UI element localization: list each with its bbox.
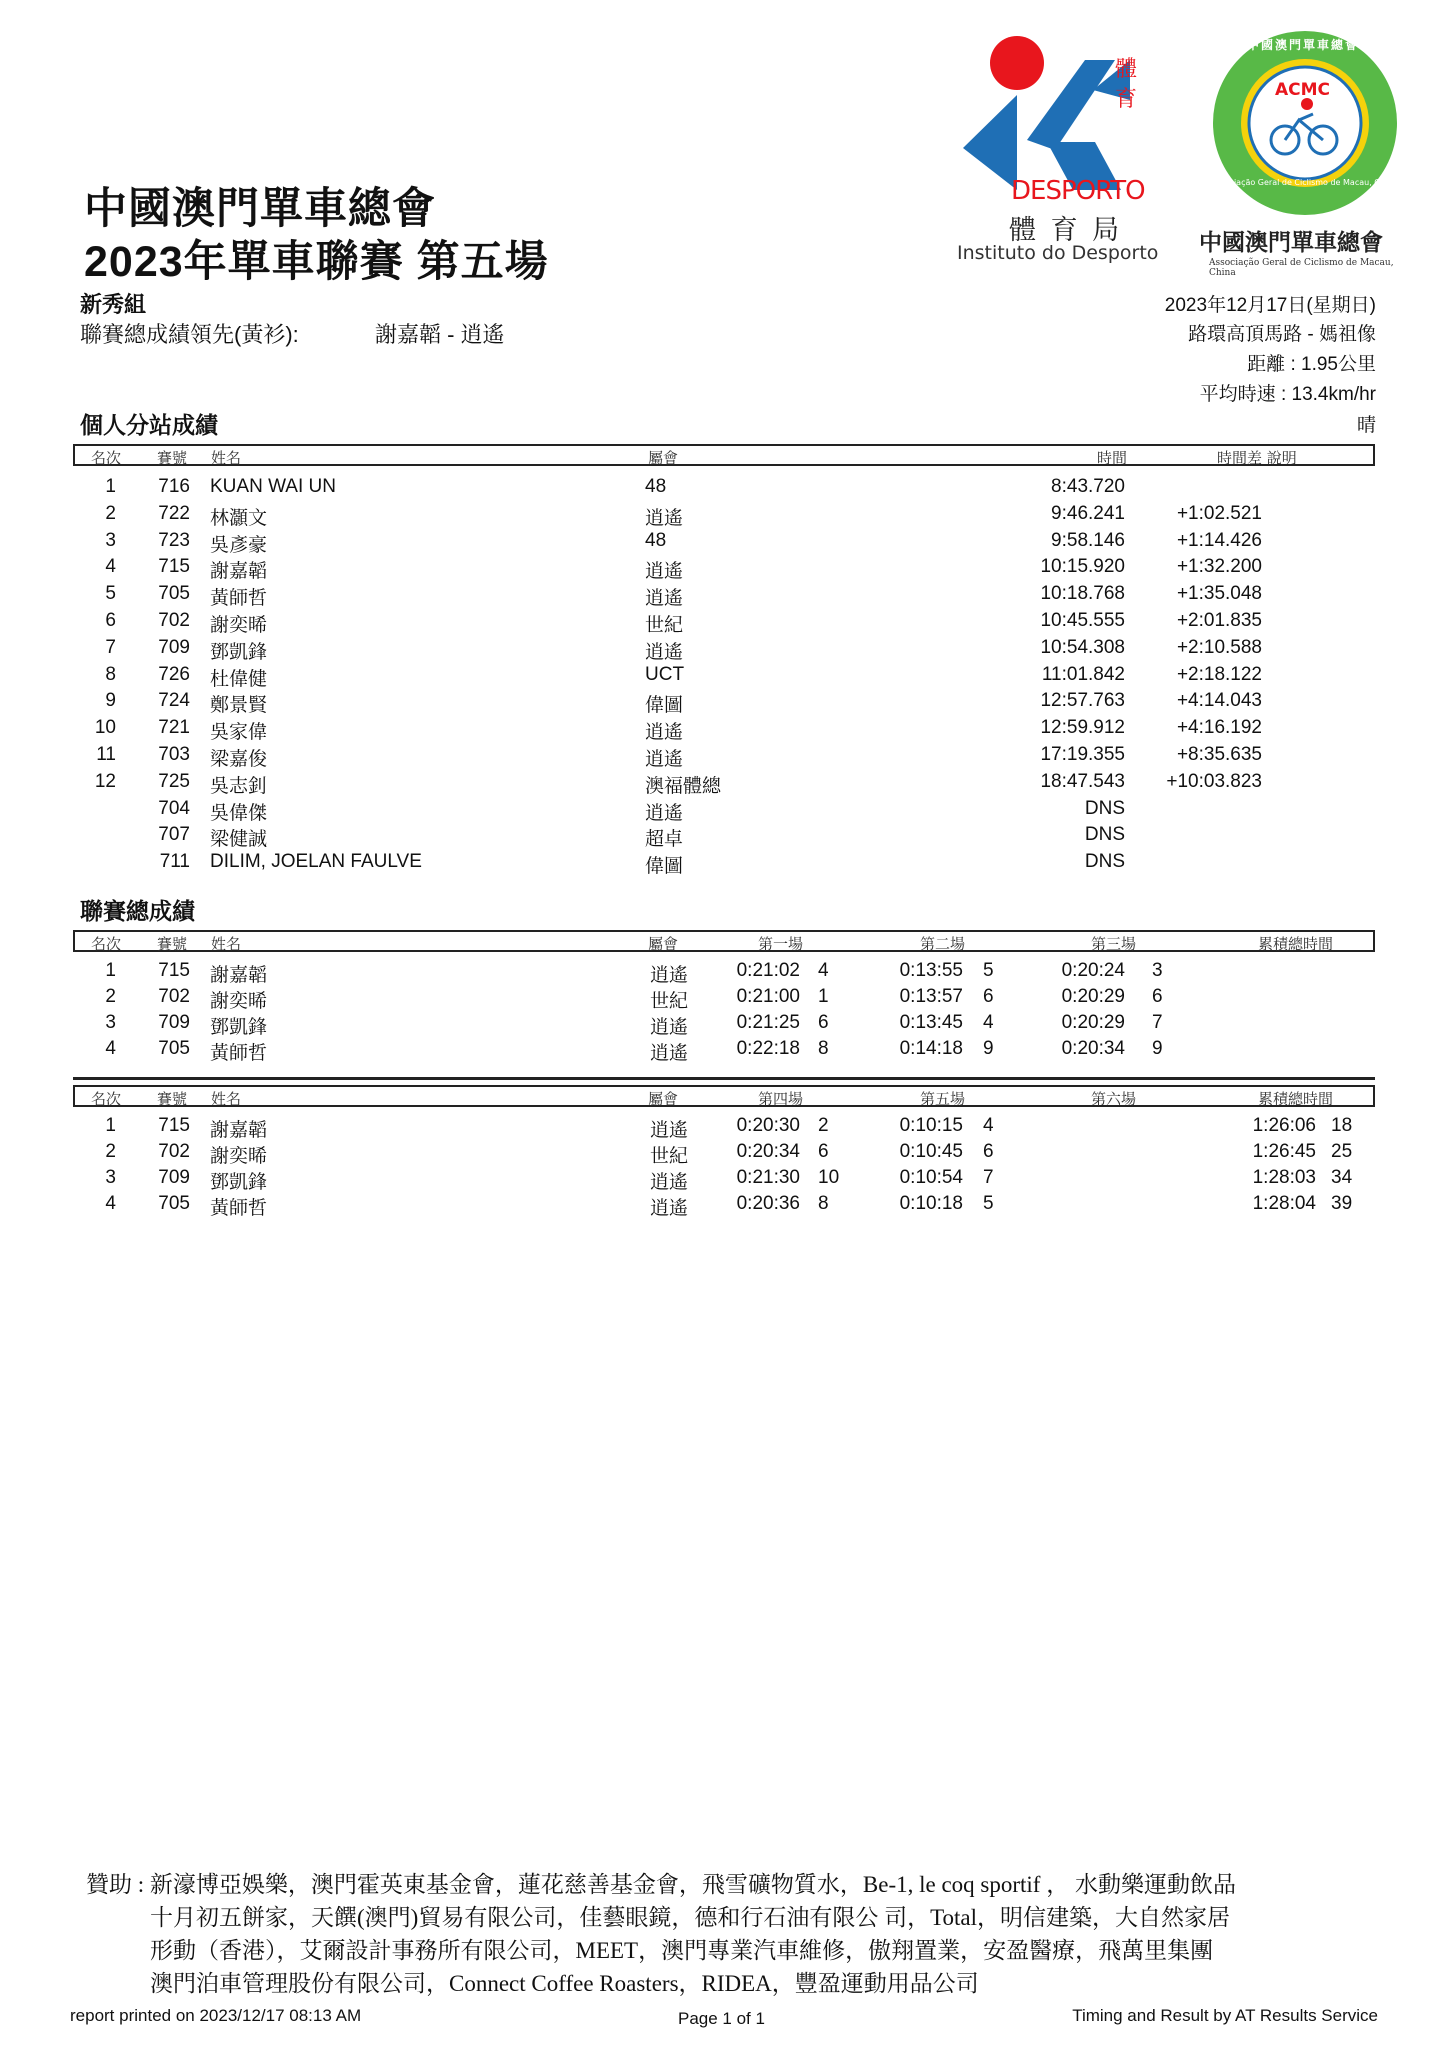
cell-club: 48 xyxy=(645,529,667,551)
table-row xyxy=(0,1167,1448,1194)
col-club: 屬會 xyxy=(648,935,679,953)
cell-rank: 4 xyxy=(105,556,116,578)
cell-name: KUAN WAI UN xyxy=(210,476,336,497)
cell-bib: 721 xyxy=(158,717,190,739)
cell-time: 9:46.241 xyxy=(1051,502,1125,524)
cell-name: 黃師哲 xyxy=(210,1198,268,1219)
col-round-1: 第一場 xyxy=(758,935,804,953)
cell-name: 謝嘉韜 xyxy=(210,1120,268,1141)
table-row xyxy=(0,610,1448,637)
col-bib: 賽號 xyxy=(157,449,188,467)
league-divider xyxy=(73,1077,1375,1080)
col-gap: 時間差 說明 xyxy=(1217,449,1297,467)
table-row xyxy=(0,476,1448,503)
cell-rank: 1 xyxy=(105,1115,116,1136)
cell-total: 1:28:04 xyxy=(1252,1193,1316,1214)
cell-bib: 702 xyxy=(158,610,190,631)
cell-t4: 0:20:30 xyxy=(736,1115,800,1136)
table-row xyxy=(0,824,1448,851)
cell-time: 10:45.555 xyxy=(1040,610,1125,631)
footer-page: Page 1 of 1 xyxy=(678,2009,765,2028)
cell-bib: 709 xyxy=(158,1012,190,1033)
cell-bib: 703 xyxy=(158,744,190,765)
col-round-6: 第六場 xyxy=(1091,1090,1137,1108)
col-rank: 名次 xyxy=(91,1090,122,1108)
stage-section-title: 個人分站成績 xyxy=(80,412,218,438)
cell-rank: 3 xyxy=(105,529,116,551)
cell-club: 逍遙 xyxy=(650,1043,689,1064)
cell-bib: 705 xyxy=(158,1038,190,1059)
footer-printed: report printed on 2023/12/17 08:13 AM xyxy=(70,2006,362,2025)
cell-name: 鄧凱鋒 xyxy=(210,641,268,663)
cell-club: 偉圖 xyxy=(645,695,684,717)
col-name: 姓名 xyxy=(211,449,242,467)
cell-p3: 3 xyxy=(1152,960,1163,981)
col-total: 累積總時間 xyxy=(1258,935,1334,953)
cell-club: 世紀 xyxy=(650,991,689,1012)
cell-rank: 12 xyxy=(94,770,116,792)
cell-p1: 1 xyxy=(818,986,829,1007)
cell-rank: 1 xyxy=(105,476,116,497)
cell-time: 17:19.355 xyxy=(1040,744,1125,765)
cell-bib: 725 xyxy=(158,770,190,792)
table-row xyxy=(0,1193,1448,1220)
cell-p2: 4 xyxy=(983,1012,994,1033)
cell-time: 10:18.768 xyxy=(1040,583,1125,605)
col-club: 屬會 xyxy=(648,449,679,467)
col-bib: 賽號 xyxy=(157,1090,188,1108)
cell-p4: 2 xyxy=(818,1115,829,1136)
league-table-header-1 xyxy=(73,930,1375,952)
org-title: 中國澳門單車總會 xyxy=(84,185,436,233)
desporto-char-2: 育 xyxy=(1115,87,1138,112)
cell-time: DNS xyxy=(1084,851,1125,873)
cell-rank: 7 xyxy=(105,636,116,658)
cell-club: 澳福體總 xyxy=(645,775,722,797)
cell-bib: 707 xyxy=(158,824,190,846)
cell-t4: 0:21:30 xyxy=(736,1167,800,1188)
cell-club: 逍遙 xyxy=(650,965,689,986)
cell-club: 逍遙 xyxy=(645,561,684,583)
event-distance: 距離 : 1.95公里 xyxy=(1247,354,1376,375)
cell-name: DILIM, JOELAN FAULVE xyxy=(210,851,422,873)
cell-p5: 5 xyxy=(983,1193,994,1214)
cell-name: 謝嘉韜 xyxy=(210,561,268,583)
col-total: 累積總時間 xyxy=(1258,1090,1334,1108)
event-date: 2023年12月17日(星期日) xyxy=(1164,295,1376,316)
cell-club: 48 xyxy=(645,476,667,497)
cell-rank: 11 xyxy=(96,744,116,765)
cell-time: DNS xyxy=(1084,797,1125,819)
table-row xyxy=(0,1012,1448,1039)
cell-p1: 4 xyxy=(818,960,829,981)
group-name: 新秀組 xyxy=(80,292,147,317)
cell-bib: 716 xyxy=(158,476,190,497)
league-section-title: 聯賽總成績 xyxy=(80,898,195,924)
cell-rank: 2 xyxy=(105,502,116,524)
cell-t3: 0:20:24 xyxy=(1061,960,1125,981)
cell-gap: +4:14.043 xyxy=(1176,690,1262,712)
cell-rank: 2 xyxy=(105,986,116,1007)
table-row xyxy=(0,744,1448,771)
table-row xyxy=(0,717,1448,744)
cell-name: 鄧凱鋒 xyxy=(210,1017,268,1038)
desporto-char-1: 體 xyxy=(1115,57,1138,82)
acmc-logo xyxy=(1195,28,1415,278)
desporto-word: DESPORTO xyxy=(1011,176,1145,206)
cell-bib: 705 xyxy=(158,1193,190,1214)
table-row xyxy=(0,1038,1448,1065)
cell-bib: 715 xyxy=(158,1115,190,1136)
cell-total: 1:26:45 xyxy=(1252,1141,1316,1162)
cell-p4: 8 xyxy=(818,1193,829,1214)
cell-bib: 715 xyxy=(158,556,190,578)
cell-total: 1:26:06 xyxy=(1252,1115,1316,1136)
cell-time: 11:01.842 xyxy=(1041,663,1125,685)
sponsor-line-2: 十月初五餅家，天饌(澳門)貿易有限公司，佳藝眼鏡，德和行石油有限公 司，Total，明信建築，大自然家居 xyxy=(150,1905,1231,1930)
acmc-emblem xyxy=(1195,28,1415,218)
cell-rank: 4 xyxy=(105,1193,116,1214)
cell-club: 逍遙 xyxy=(650,1120,689,1141)
cell-rank: 2 xyxy=(105,1141,116,1162)
table-row xyxy=(0,556,1448,583)
cell-rank: 6 xyxy=(105,610,116,631)
table-row xyxy=(0,1115,1448,1142)
cell-t4: 0:20:36 xyxy=(736,1193,800,1214)
cell-bib: 704 xyxy=(158,797,190,819)
leader-label: 聯賽總成績領先(黃衫): xyxy=(80,322,299,347)
cell-gap: +1:14.426 xyxy=(1176,529,1262,551)
cell-name: 謝嘉韜 xyxy=(210,965,268,986)
table-row xyxy=(0,690,1448,717)
cell-club: 偉圖 xyxy=(645,856,684,878)
acmc-ring-top: 中國澳門單車總會 xyxy=(1247,38,1360,52)
cell-total: 1:28:03 xyxy=(1252,1167,1316,1188)
desporto-pt: Instituto do Desporto xyxy=(957,242,1159,264)
cell-rank: 3 xyxy=(105,1012,116,1033)
table-row xyxy=(0,583,1448,610)
col-round-4: 第四場 xyxy=(758,1090,804,1108)
desporto-logo xyxy=(955,30,1160,270)
event-avg-speed: 平均時速 : 13.4km/hr xyxy=(1199,384,1376,405)
cell-p2: 6 xyxy=(983,986,994,1007)
cell-bib: 705 xyxy=(158,583,190,605)
cell-t1: 0:22:18 xyxy=(736,1038,800,1059)
cell-rank: 5 xyxy=(105,583,116,605)
cell-time: 10:15.920 xyxy=(1040,556,1125,578)
footer-timing: Timing and Result by AT Results Service xyxy=(1072,2006,1378,2025)
cell-p1: 6 xyxy=(818,1012,829,1033)
cell-time: 18:47.543 xyxy=(1040,770,1125,792)
cell-bib: 724 xyxy=(158,690,190,712)
cell-name: 林灝文 xyxy=(210,507,268,529)
cell-p5: 7 xyxy=(983,1167,994,1188)
cell-bib: 723 xyxy=(158,529,190,551)
event-weather: 晴 xyxy=(1356,415,1376,436)
cell-time: 9:58.146 xyxy=(1051,529,1125,551)
cell-p3: 7 xyxy=(1152,1012,1163,1033)
cell-t5: 0:10:54 xyxy=(899,1167,963,1188)
cell-gap: +10:03.823 xyxy=(1166,770,1262,792)
sponsor-line-4: 澳門泊車管理股份有限公司，Connect Coffee Roasters，RIDEA，豐盈運動用品公司 xyxy=(150,1971,979,1996)
cell-time: 10:54.308 xyxy=(1040,636,1125,658)
cell-t2: 0:13:45 xyxy=(899,1012,963,1033)
table-row xyxy=(0,1141,1448,1168)
cell-name: 謝奕晞 xyxy=(210,991,268,1012)
cell-name: 吳彥豪 xyxy=(210,534,268,556)
cell-pts: 18 xyxy=(1331,1115,1353,1136)
cell-rank: 4 xyxy=(105,1038,116,1059)
cell-club: 逍遙 xyxy=(650,1172,689,1193)
cell-name: 梁嘉俊 xyxy=(210,749,268,770)
col-rank: 名次 xyxy=(91,449,122,467)
cell-pts: 25 xyxy=(1331,1141,1353,1162)
cell-t5: 0:10:45 xyxy=(899,1141,963,1162)
cell-club: 逍遙 xyxy=(645,588,684,610)
cell-rank: 3 xyxy=(105,1167,116,1188)
cell-pts: 39 xyxy=(1331,1193,1353,1214)
cell-club: 逍遙 xyxy=(645,749,684,770)
cell-name: 梁健誠 xyxy=(210,829,268,851)
col-bib: 賽號 xyxy=(157,935,188,953)
cell-t5: 0:10:15 xyxy=(899,1115,963,1136)
table-row xyxy=(0,664,1448,691)
cell-bib: 722 xyxy=(158,502,190,524)
cell-p5: 4 xyxy=(983,1115,994,1136)
cell-p2: 9 xyxy=(983,1038,994,1059)
cell-bib: 709 xyxy=(158,1167,190,1188)
col-round-5: 第五場 xyxy=(920,1090,966,1108)
cell-p4: 6 xyxy=(818,1141,829,1162)
cell-t5: 0:10:18 xyxy=(899,1193,963,1214)
cell-club: 逍遙 xyxy=(645,802,684,824)
cell-p5: 6 xyxy=(983,1141,994,1162)
cell-bib: 709 xyxy=(158,636,190,658)
league-table-header-2 xyxy=(73,1085,1375,1107)
cell-t2: 0:13:55 xyxy=(899,960,963,981)
cell-rank: 9 xyxy=(105,690,116,712)
cell-name: 吳志釗 xyxy=(210,775,268,797)
col-rank: 名次 xyxy=(91,935,122,953)
table-row xyxy=(0,851,1448,878)
cell-bib: 726 xyxy=(158,663,190,685)
sponsor-line-3: 形動（香港），艾爾設計事務所有限公司，MEET，澳門專業汽車維修，傲翔置業，安盈醫療，飛萬里集團 xyxy=(150,1938,1214,1963)
cell-name: 黃師哲 xyxy=(210,1043,268,1064)
cell-club: 逍遙 xyxy=(645,722,684,744)
cell-t1: 0:21:00 xyxy=(736,986,800,1007)
cell-name: 吳家偉 xyxy=(210,722,268,744)
cell-name: 謝奕晞 xyxy=(210,1146,268,1167)
cell-p3: 9 xyxy=(1152,1038,1163,1059)
cell-bib: 702 xyxy=(158,1141,190,1162)
acmc-ring-side: Associação Geral de Ciclismo de Macau, China xyxy=(1210,178,1398,187)
event-title: 2023年單車聯賽 第五場 xyxy=(84,238,549,286)
desporto-cn: 體 育 局 xyxy=(1009,215,1123,246)
cell-name: 鄭景賢 xyxy=(210,695,268,717)
cell-gap: +8:35.635 xyxy=(1176,744,1262,765)
table-row xyxy=(0,986,1448,1013)
cell-pts: 34 xyxy=(1331,1167,1353,1188)
cell-club: 世紀 xyxy=(645,615,684,636)
cell-p2: 5 xyxy=(983,960,994,981)
cell-gap: +4:16.192 xyxy=(1176,717,1262,739)
cell-t3: 0:20:34 xyxy=(1061,1038,1125,1059)
table-row xyxy=(0,637,1448,664)
acmc-pt: Associação Geral de Ciclismo de Macau, China xyxy=(1209,258,1394,278)
cell-gap: +2:18.122 xyxy=(1176,663,1262,685)
cell-gap: +2:01.835 xyxy=(1176,610,1262,631)
col-time: 時間 xyxy=(1097,449,1128,467)
cell-t2: 0:14:18 xyxy=(899,1038,963,1059)
cell-club: 逍遙 xyxy=(645,507,684,529)
col-round-3: 第三場 xyxy=(1091,935,1137,953)
cell-name: 謝奕晞 xyxy=(210,615,268,636)
cell-gap: +1:35.048 xyxy=(1176,583,1262,605)
cell-time: DNS xyxy=(1084,824,1125,846)
cell-gap: +1:32.200 xyxy=(1176,556,1262,578)
cell-club: UCT xyxy=(645,663,685,685)
cell-t3: 0:20:29 xyxy=(1061,986,1125,1007)
cell-bib: 702 xyxy=(158,986,190,1007)
cell-t1: 0:21:02 xyxy=(736,960,800,981)
table-row xyxy=(0,530,1448,557)
acmc-abbr: ACMC xyxy=(1275,80,1331,100)
acmc-cn: 中國澳門單車總會 xyxy=(1199,229,1383,256)
table-row xyxy=(0,960,1448,987)
table-row xyxy=(0,798,1448,825)
cell-club: 逍遙 xyxy=(650,1198,689,1219)
event-route: 路環高頂馬路 - 媽祖像 xyxy=(1188,324,1376,345)
cell-time: 8:43.720 xyxy=(1051,476,1125,497)
cell-name: 黃師哲 xyxy=(210,588,268,610)
col-name: 姓名 xyxy=(211,935,242,953)
cell-gap: +2:10.588 xyxy=(1176,636,1262,658)
cell-club: 超卓 xyxy=(645,829,684,851)
col-name: 姓名 xyxy=(211,1090,242,1108)
cell-p1: 8 xyxy=(818,1038,829,1059)
cell-name: 鄧凱鋒 xyxy=(210,1172,268,1193)
cell-rank: 8 xyxy=(105,663,116,685)
cell-time: 12:57.763 xyxy=(1040,690,1125,712)
cell-gap: +1:02.521 xyxy=(1176,502,1262,524)
leader-value: 謝嘉韜 - 逍遙 xyxy=(375,322,505,347)
cell-bib: 715 xyxy=(158,960,190,981)
cell-club: 逍遙 xyxy=(645,641,684,663)
cell-t1: 0:21:25 xyxy=(736,1012,800,1033)
cell-t2: 0:13:57 xyxy=(899,986,963,1007)
cell-t4: 0:20:34 xyxy=(736,1141,800,1162)
sponsor-line-1: 贊助 : 新濠博亞娛樂，澳門霍英東基金會，蓮花慈善基金會，飛雪礦物質水，Be-1, le coq sportif ， 水動樂運動飲品 xyxy=(86,1872,1236,1897)
cell-time: 12:59.912 xyxy=(1040,717,1125,739)
cell-name: 吳偉傑 xyxy=(210,802,268,824)
table-row xyxy=(0,503,1448,530)
col-club: 屬會 xyxy=(648,1090,679,1108)
cell-p3: 6 xyxy=(1152,986,1163,1007)
stage-table-header xyxy=(73,444,1375,466)
cell-name: 杜偉健 xyxy=(210,668,268,690)
col-round-2: 第二場 xyxy=(920,935,966,953)
cell-t3: 0:20:29 xyxy=(1061,1012,1125,1033)
cell-club: 逍遙 xyxy=(650,1017,689,1038)
cell-club: 世紀 xyxy=(650,1146,689,1167)
cell-rank: 10 xyxy=(94,717,116,739)
cell-bib: 711 xyxy=(159,851,190,873)
cell-p4: 10 xyxy=(818,1167,840,1188)
table-row xyxy=(0,771,1448,798)
cell-rank: 1 xyxy=(105,960,116,981)
